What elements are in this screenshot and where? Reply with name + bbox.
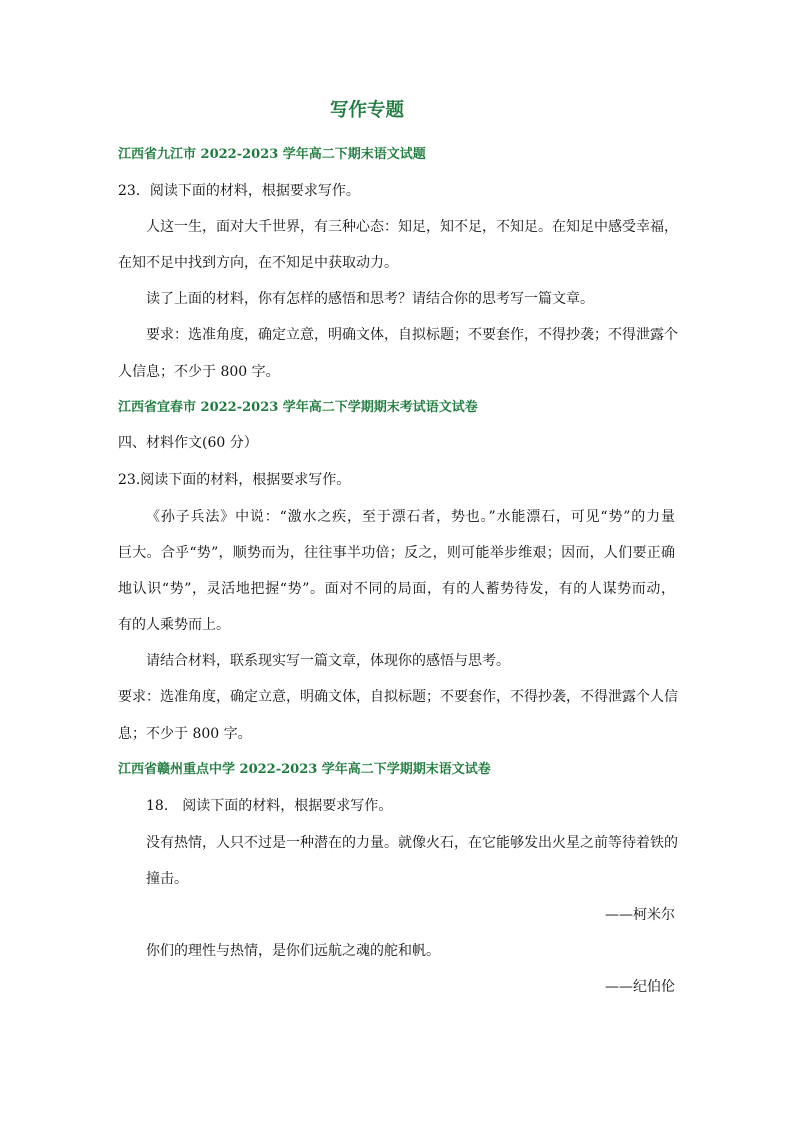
section-heading-ganzhou: 江西省赣州重点中学 2022-2023 学年高二下学期期末语文试卷 (118, 762, 491, 777)
section-heading-yichun: 江西省宜春市 2022-2023 学年高二下学期期末考试语文试卷 (118, 400, 478, 415)
part-label: 四、材料作文(60 分） (118, 435, 258, 451)
material-paragraph: 《孙子兵法》中说：“激水之疾，至于漂石者，势也。”水能漂石，可见“势”的力量 (146, 509, 675, 525)
material-paragraph-cont: 巨大。合乎“势”，顺势而为，往往事半功倍；反之，则可能举步维艰；因而，人们要正确 (118, 545, 675, 561)
material-paragraph: 人这一生，面对大千世界，有三种心态：知足，知不足，不知足。在知足中感受幸福， (146, 219, 678, 235)
question-number: 18. 阅读下面的材料，根据要求写作。 (146, 798, 393, 814)
requirements-paragraph-cont: 息；不少于 800 字。 (118, 726, 252, 742)
prompt-paragraph: 请结合材料，联系现实写一篇文章，体现你的感悟与思考。 (146, 653, 510, 669)
material-paragraph-cont: 在知不足中找到方向，在不知足中获取动力。 (118, 255, 398, 271)
quote-attribution: ——纪伯伦 (605, 979, 675, 995)
question-number: 23．阅读下面的材料，根据要求写作。 (118, 183, 360, 199)
page-title: 写作专题 (329, 100, 404, 121)
quote-text: 你们的理性与热情，是你们远航之魂的舵和帆。 (146, 943, 440, 959)
quote-text-cont: 撞击。 (146, 871, 188, 887)
material-paragraph-cont: 有的人乘势而上。 (118, 617, 230, 633)
quote-text: 没有热情，人只不过是一种潜在的力量。就像火石，在它能够发出火星之前等待着铁的 (146, 835, 678, 851)
requirements-paragraph: 要求：选准角度，确定立意，明确文体，自拟标题；不要套作，不得抄袭，不得泄露个人信 (118, 689, 678, 705)
requirements-paragraph: 要求：选准角度，确定立意，明确文体，自拟标题；不要套作，不得抄袭；不得泄露个 (146, 327, 678, 343)
quote-attribution: ——柯米尔 (605, 907, 675, 923)
requirements-paragraph-cont: 人信息；不少于 800 字。 (118, 364, 280, 380)
prompt-paragraph: 读了上面的材料，你有怎样的感悟和思考？请结合你的思考写一篇文章。 (146, 291, 594, 307)
material-paragraph-cont: 地认识“势”，灵活地把握“势”。面对不同的局面，有的人蓄势待发，有的人谋势而动， (118, 581, 675, 597)
section-heading-jiujiang: 江西省九江市 2022-2023 学年高二下期末语文试题 (118, 147, 426, 162)
question-number: 23.阅读下面的材料，根据要求写作。 (118, 472, 351, 488)
